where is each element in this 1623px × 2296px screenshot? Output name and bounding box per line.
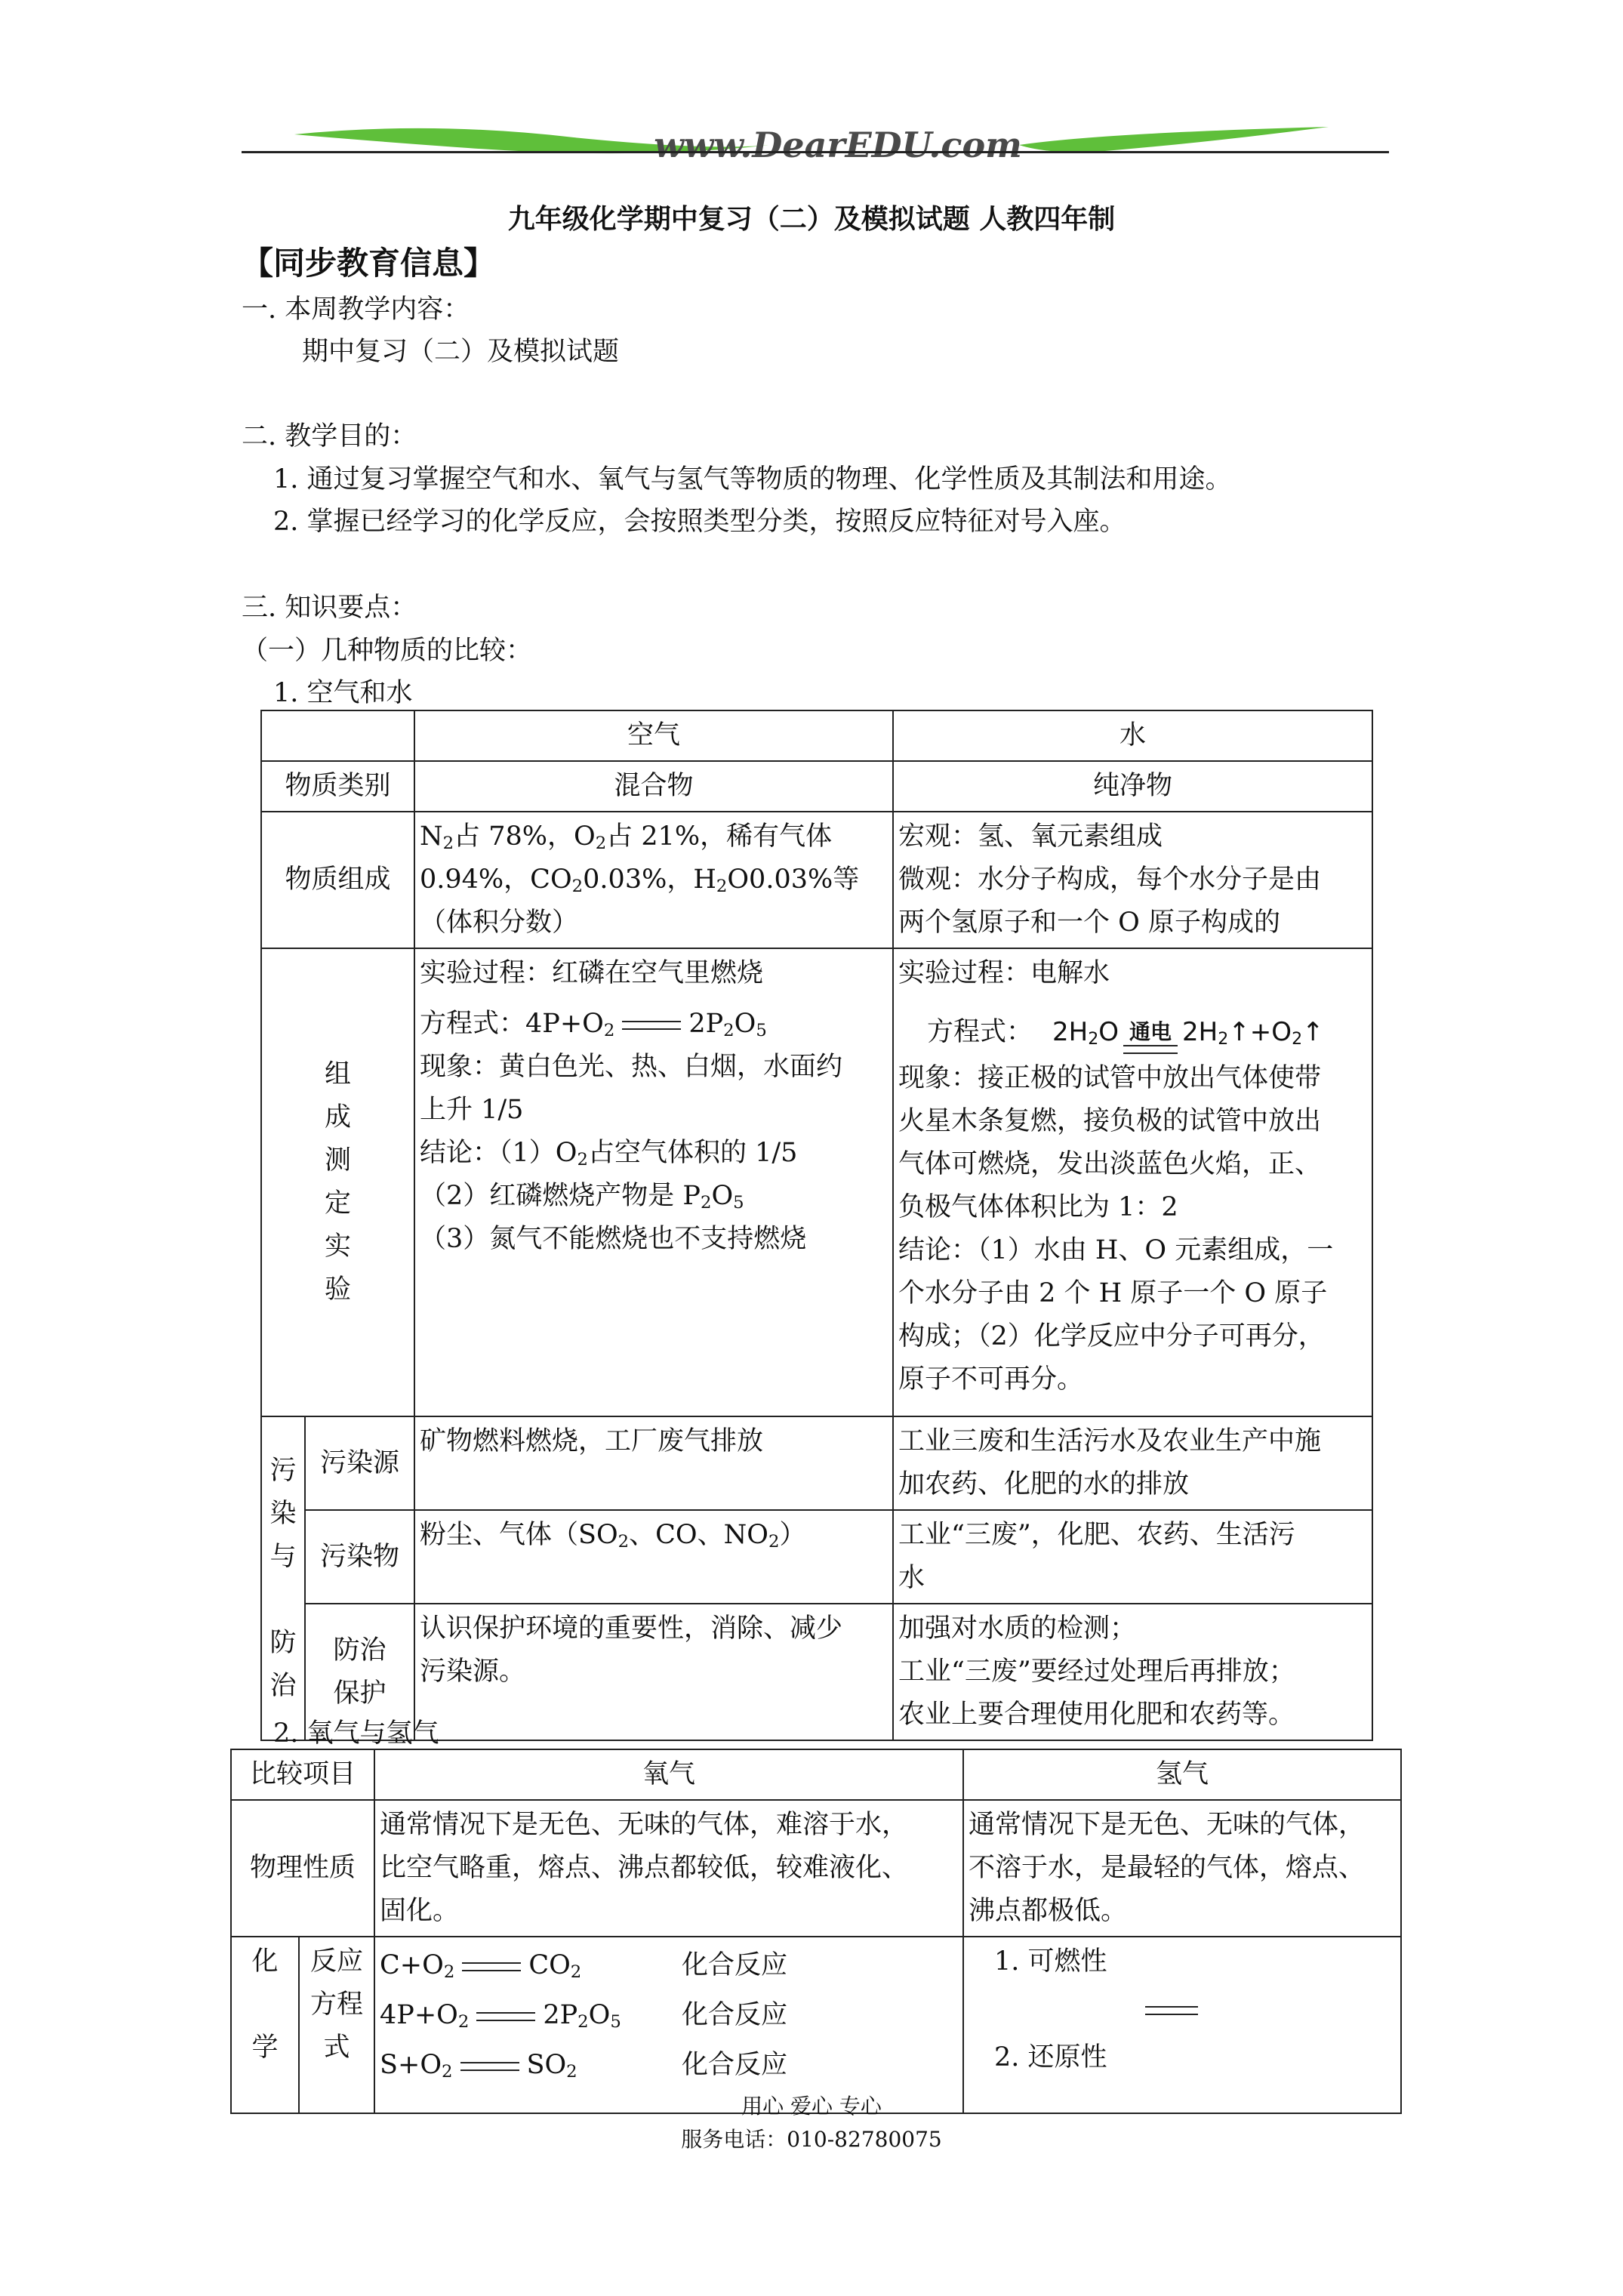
footer-phone: 服务电话：010-82780075 xyxy=(681,2127,942,2152)
header-rule xyxy=(242,151,1389,153)
air-protection: 认识保护环境的重要性，消除、减少 污染源。 xyxy=(414,1604,893,1740)
air-pollutant: 粉尘、气体（$SO_2$、CO、$NO_2$） xyxy=(414,1510,893,1604)
part1-heading: 一. 本周教学内容： xyxy=(242,294,470,325)
section-heading: 【同步教育信息】 xyxy=(242,245,496,282)
column-header-oxygen: 氧气 xyxy=(374,1749,963,1800)
equation-row: $S+O_2$ $SO_2$ 化合反应 xyxy=(380,2050,788,2082)
row-label-equations: 反应 方程 式 xyxy=(299,1937,374,2113)
air-composition: $N_2$占 78%，$O_2$占 21%，稀有气体 0.94%，$CO_20.03\%$，$H_2O0.03\%$等 （体积分数） xyxy=(414,812,893,948)
footer-slogan: 用心 爱心 专心 xyxy=(741,2094,882,2119)
oxygen-physical: 通常情况下是无色、无味的气体，难溶于水， 比空气略重，熔点、沸点都较低，较难液化、 固化。 xyxy=(374,1800,963,1937)
column-header-air: 空气 xyxy=(414,710,893,761)
objective-item-1: 1. 通过复习掌握空气和水、氧气与氢气等物质的物理、化学性质及其制法和用途。 xyxy=(273,464,1232,495)
logo-text: www.DearEDU.com xyxy=(654,125,1022,165)
air-category: 混合物 xyxy=(414,761,893,812)
document-title: 九年级化学期中复习（二）及模拟试题 人教四年制 xyxy=(507,203,1116,235)
water-experiment: 实验过程：电解水 方程式： $2H_2O$ 通电 $2H_2↑+O_2↑$ 现象：接正极的试管中放出气体使带 火星木条复燃，接负极的试管中放出 气体可燃烧，发出淡蓝色火焰，正、 负极气体体积比为 1：2 结论：（1）水由 H、O 元素组成，一 个水分子由 2 个 H 原子一个 O 原子 构成；（2）化学反应中分子可再分， 原子不可再分。 xyxy=(893,948,1372,1416)
air-water-table xyxy=(260,710,1373,1741)
row-label-experiment: 组 成 测 定 实 验 xyxy=(261,948,414,1416)
water-pollutant: 工业“三废”，化肥、农药、生活污 水 xyxy=(893,1510,1372,1604)
electrolysis-condition: 通电 xyxy=(1123,1021,1178,1054)
part2-heading: 二. 教学目的： xyxy=(242,421,417,451)
water-equation: 方程式： $2H_2O$ 通电 $2H_2↑+O_2↑$ xyxy=(927,998,1367,1054)
row-label-physical: 物理性质 xyxy=(231,1800,374,1937)
oxygen-equations xyxy=(374,1937,963,2113)
hydrogen-chemical: 1. 可燃性 2. 还原性 xyxy=(963,1937,1401,2113)
objective-item-2: 2. 掌握已经学习的化学反应，会按照类型分类，按照反应特征对号入座。 xyxy=(273,507,1126,537)
water-composition: 宏观：氢、氧元素组成 微观：水分子构成，每个水分子是由 两个氢原子和一个 O 原子构成的 xyxy=(893,812,1372,948)
row-label-composition: 物质组成 xyxy=(261,812,414,948)
air-equation: 方程式：$4P+O_2$ $2P_2O_5$ xyxy=(420,1009,767,1040)
water-source: 工业三废和生活污水及农业生产中施 加农药、化肥的水的排放 xyxy=(893,1416,1372,1510)
column-header-item: 比较项目 xyxy=(231,1749,374,1800)
table2-caption: 2. 氧气与氢气 xyxy=(273,1718,439,1749)
corner-cell xyxy=(261,710,414,761)
subsection-heading: （一）几种物质的比较： xyxy=(242,636,533,666)
equals-sign xyxy=(622,1021,681,1030)
row-label-category: 物质类别 xyxy=(261,761,414,812)
air-experiment: 实验过程：红磷在空气里燃烧 方程式：$4P+O_2$ $2P_2O_5$ 现象：黄白色光、热、白烟，水面约 上升 1/5 结论：$(1)O_2$占空气体积的 1/5 （2）红磷燃烧产物是 $P_2O_5$ （3）氮气不能燃烧也不支持燃烧 xyxy=(414,948,893,1416)
equals-sign xyxy=(1145,2006,1198,2015)
column-header-water: 水 xyxy=(893,710,1372,761)
row-label-pollutant: 污染物 xyxy=(305,1510,414,1604)
hydrogen-physical: 通常情况下是无色、无味的气体， 不溶于水，是最轻的气体，熔点、 沸点都极低。 xyxy=(963,1800,1401,1937)
air-source: 矿物燃料燃烧，工厂废气排放 xyxy=(414,1416,893,1510)
part1-content: 期中复习（二）及模拟试题 xyxy=(302,337,620,367)
water-protection: 加强对水质的检测； 工业“三废”要经过处理后再排放； 农业上要合理使用化肥和农药等。 xyxy=(893,1604,1372,1740)
row-label-source: 污染源 xyxy=(305,1416,414,1510)
pollution-group-label: 污 染 与 防 治 xyxy=(261,1416,305,1740)
site-logo xyxy=(242,98,1397,181)
row-label-protection: 防治 保护 xyxy=(305,1604,414,1740)
equation-row: $C+O_2$ $CO_2$ 化合反应 xyxy=(380,1950,788,1982)
chemical-group-label: 化 学 xyxy=(231,1937,299,2113)
part3-heading: 三. 知识要点： xyxy=(242,593,417,623)
oxygen-hydrogen-table xyxy=(230,1749,1402,2114)
table1-caption: 1. 空气和水 xyxy=(273,678,413,708)
water-category: 纯净物 xyxy=(893,761,1372,812)
column-header-hydrogen: 氢气 xyxy=(963,1749,1401,1800)
equation-row: $4P+O_2$ $2P_2O_5$ 化合反应 xyxy=(380,2000,788,2032)
